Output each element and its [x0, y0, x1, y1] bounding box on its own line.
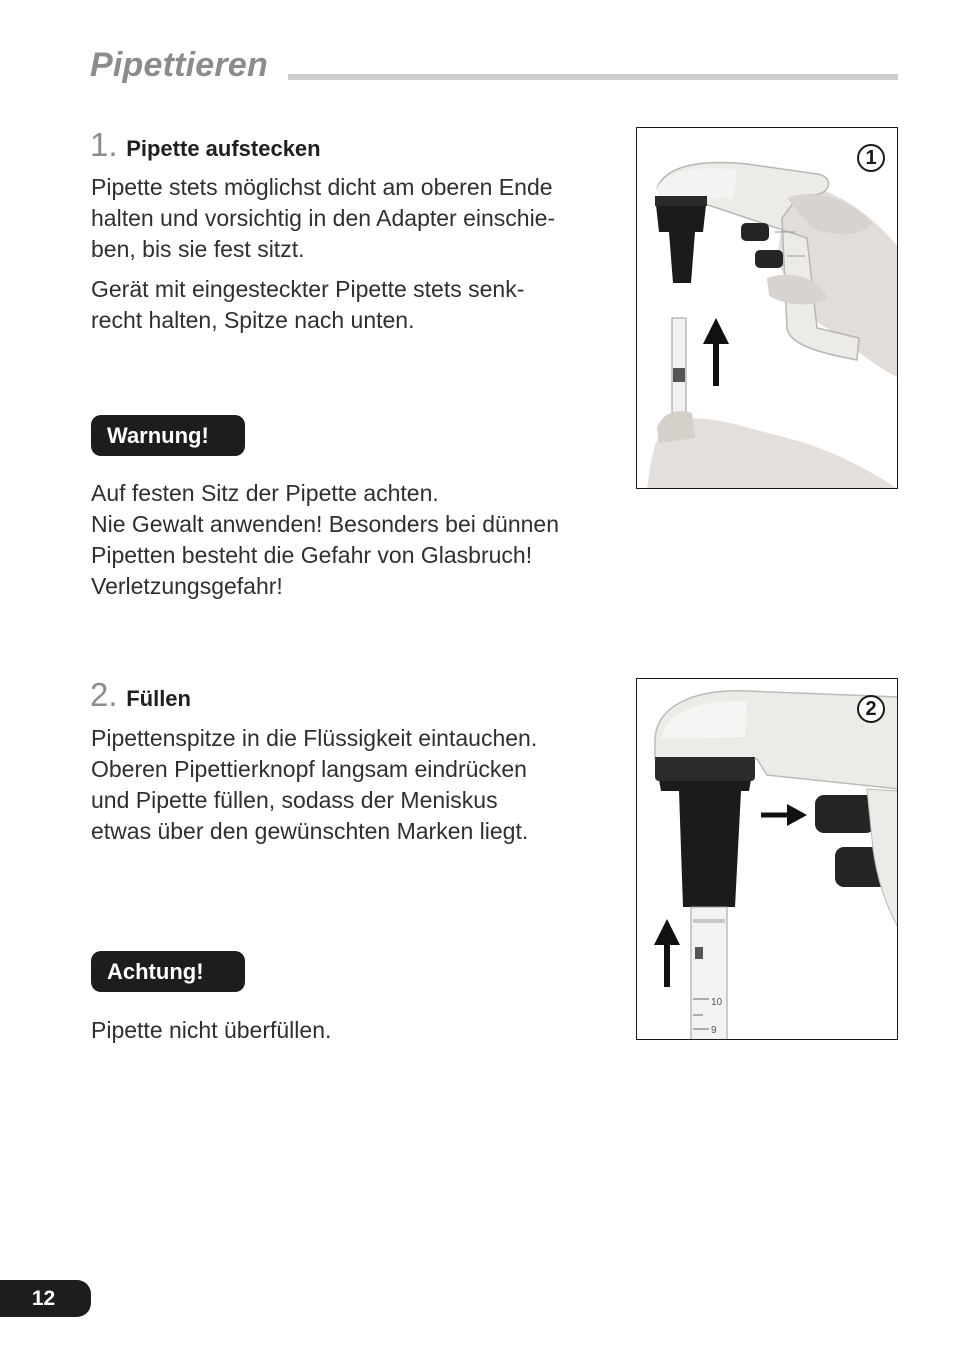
step-2-number: 2. [90, 676, 118, 713]
step-2-paragraph-1: Pipettenspitze in die Flüssigkeit eintauchen. Oberen Pipettierknopf langsam eindrücken und Pipette füllen, sodass der Meniskus etwas über den gewünschten Marken liegt. [91, 725, 538, 844]
step-1-paragraph-2: Gerät mit eingesteckter Pipette stets senk- recht halten, Spitze nach unten. [91, 276, 525, 333]
page-number: 12 [0, 1280, 91, 1317]
step-2-heading [90, 676, 191, 714]
step-2-title: Füllen [126, 686, 191, 711]
step-1-heading [90, 126, 321, 164]
page-title: Pipettieren [90, 46, 268, 84]
figure-1-illustration [637, 128, 898, 489]
step-1-number: 1. [90, 126, 118, 163]
title-rule [288, 74, 898, 80]
figure-2-scale-9: 9 [711, 1025, 717, 1036]
warning-badge: Warnung! [91, 415, 245, 456]
figure-2-scale-10: 10 [711, 997, 723, 1008]
warning-text: Auf festen Sitz der Pipette achten. Nie Gewalt anwenden! Besonders bei dünnen Pipetten besteht die Gefahr von Glasbruch! Verletzungsgefahr! [91, 480, 559, 599]
figure-2-number: 2 [857, 695, 885, 723]
caution-text: Pipette nicht überfüllen. [91, 1017, 332, 1043]
step-1-paragraph-1: Pipette stets möglichst dicht am oberen Ende halten und vorsichtig in den Adapter einschie- ben, bis sie fest sitzt. [91, 174, 556, 262]
figure-1-attach-pipette [636, 127, 898, 489]
caution-badge: Achtung! [91, 951, 245, 992]
figure-2-illustration [637, 679, 898, 1040]
figure-1-number: 1 [857, 144, 885, 172]
step-1-title: Pipette aufstecken [126, 136, 321, 161]
figure-2-fill-pipette [636, 678, 898, 1040]
